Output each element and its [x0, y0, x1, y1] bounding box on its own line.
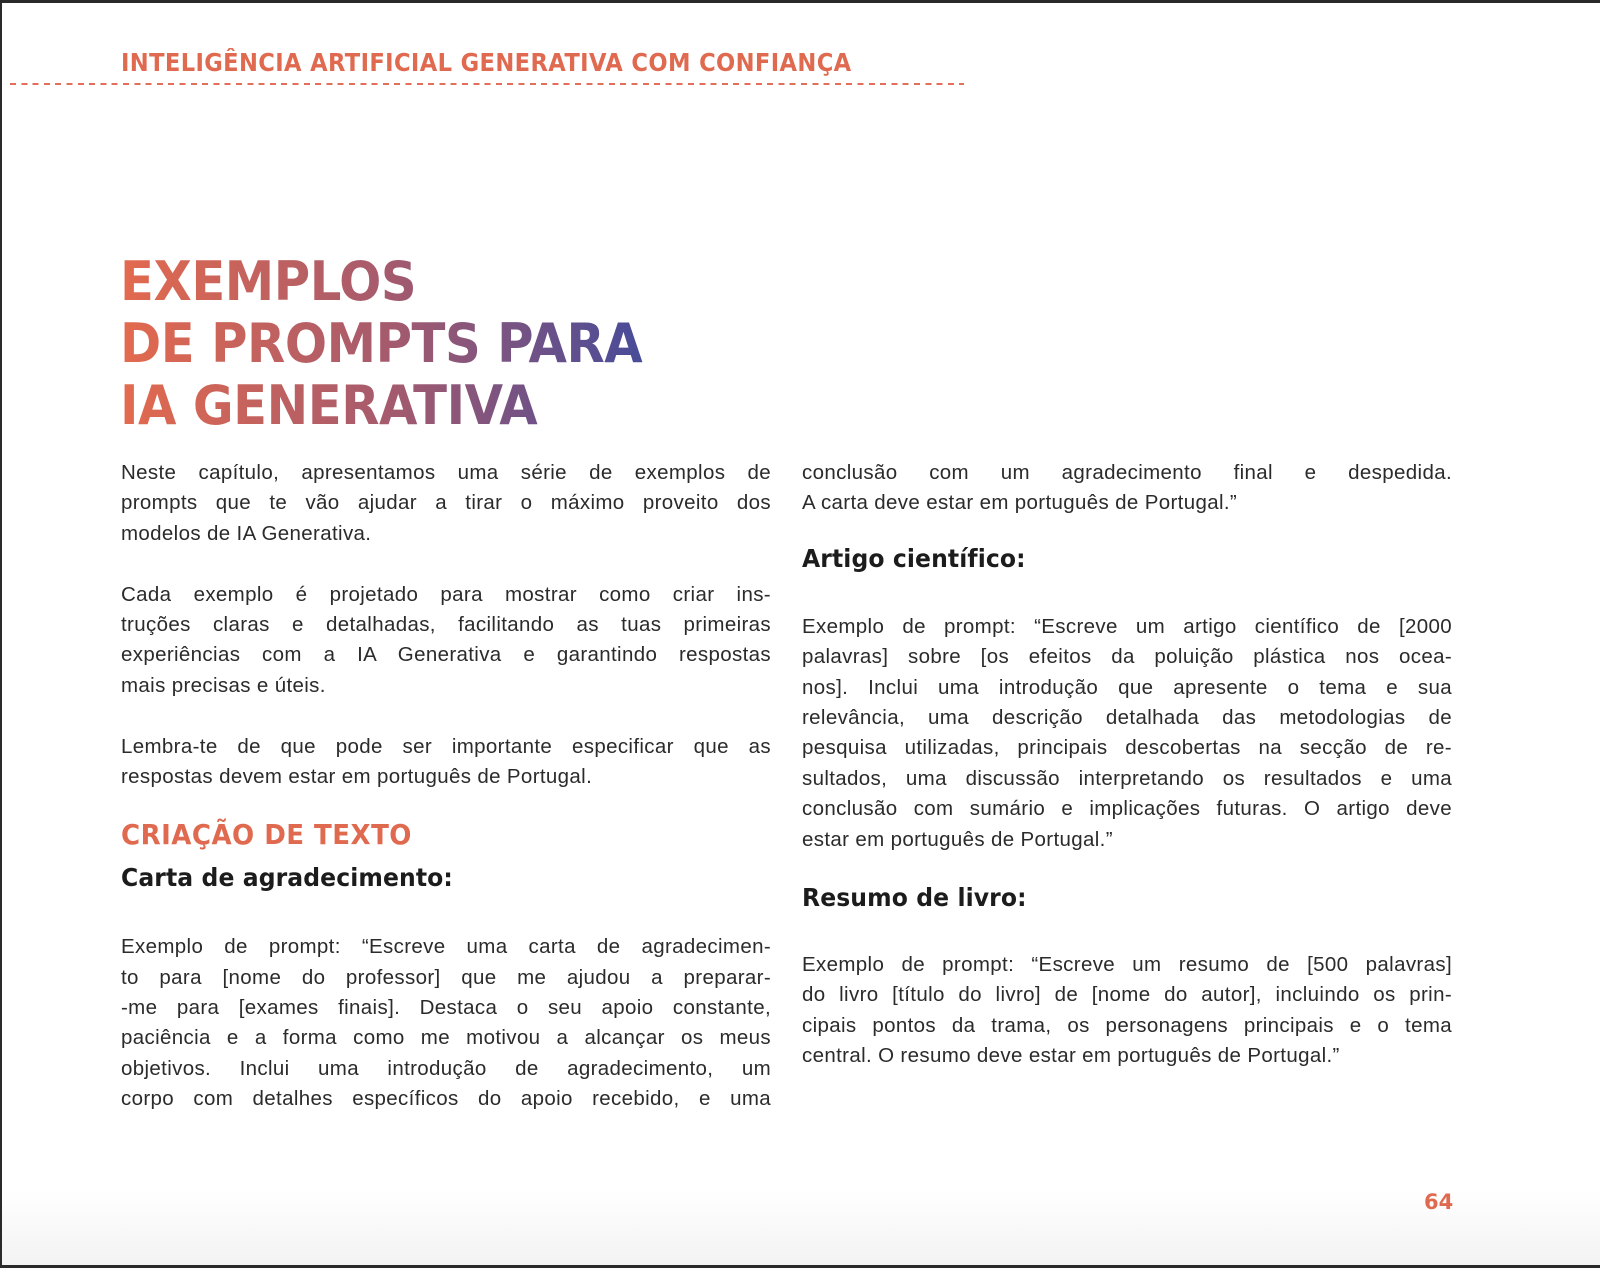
text-line: estar em português de Portugal.” [802, 827, 1113, 851]
example-title-thank-you-letter: Carta de agradecimento: [121, 863, 453, 893]
text-line: modelos de IA Generativa. [121, 521, 372, 545]
example-book-summary-text [802, 950, 1452, 1072]
text-line: paciência e a forma como me motivou a alcançar os meus [121, 1026, 771, 1050]
text-line: pesquisa utilizadas, principais descobertas na secção de re- [802, 736, 1452, 760]
text-line: Exemplo de prompt: “Escreve um artigo científico de [2000 [802, 614, 1452, 638]
text-line: prompts que te vão ajudar a tirar o máximo proveito dos [121, 491, 771, 515]
document-page [2, 3, 1600, 1265]
text-line: central. O resumo deve estar em português de Portugal.” [802, 1044, 1340, 1068]
text-line: sultados, uma discussão interpretando os resultados e uma [802, 766, 1452, 790]
section-heading: CRIAÇÃO DE TEXTO [121, 818, 412, 852]
example-thank-you-letter-text [121, 932, 771, 1114]
text-line: do livro [título do livro] de [nome do autor], incluindo os prin- [802, 983, 1452, 1007]
example-title-scientific-article: Artigo científico: [802, 543, 1026, 573]
running-header: INTELIGÊNCIA ARTIFICIAL GENERATIVA COM CONFIANÇA [121, 48, 852, 77]
example-scientific-article-text [802, 612, 1452, 855]
left-column [121, 458, 771, 1115]
text-line: palavras] sobre [os efeitos da poluição plástica nos ocea- [802, 645, 1452, 669]
page-title [120, 251, 688, 437]
text-line: Exemplo de prompt: “Escreve um resumo de [500 palavras] [802, 952, 1452, 976]
text-line: conclusão com um agradecimento final e despedida. [802, 461, 1452, 484]
text-line: relevância, uma descrição detalhada das metodologias de [802, 705, 1452, 729]
title-line-1: EXEMPLOS [120, 251, 642, 313]
text-line: respostas devem estar em português de Portugal. [121, 764, 593, 788]
text-line: corpo com detalhes específicos do apoio recebido, e uma [121, 1087, 771, 1111]
text-line: Exemplo de prompt: “Escreve uma carta de agradecimen- [121, 935, 771, 959]
example-title-book-summary: Resumo de livro: [802, 882, 1027, 912]
text-line: Cada exemplo é projetado para mostrar como criar ins- [121, 582, 771, 606]
intro-paragraph-2 [121, 580, 771, 702]
text-line: Lembra-te de que pode ser importante especificar que as [121, 734, 771, 758]
text-line: nos]. Inclui uma introdução que apresente o tema e sua [802, 675, 1452, 699]
text-line: A carta deve estar em português de Portugal.” [802, 491, 1238, 515]
title-line-3: IA GENERATIVA [120, 375, 642, 437]
right-column [802, 458, 1452, 1071]
text-line: to para [nome do professor] que me ajudou a preparar- [121, 965, 771, 989]
text-line: objetivos. Inclui uma introdução de agradecimento, um [121, 1056, 771, 1080]
text-line: -me para [exames finais]. Destaca o seu apoio constante, [121, 996, 771, 1020]
text-line: truções claras e detalhadas, facilitando as tuas primeiras [121, 612, 771, 636]
title-line-2: DE PROMPTS PARA [120, 312, 643, 375]
text-line: mais precisas e úteis. [121, 673, 326, 697]
intro-paragraph-3 [121, 732, 771, 793]
text-line: experiências com a IA Generativa e garantindo respostas [121, 643, 771, 667]
page-number: 64 [1424, 1190, 1454, 1214]
dashed-rule [10, 83, 964, 85]
text-line: Neste capítulo, apresentamos uma série de exemplos de [121, 461, 771, 484]
text-line: conclusão com sumário e implicações futuras. O artigo deve [802, 797, 1452, 821]
example-thank-you-letter-continued [802, 458, 1452, 519]
intro-paragraph-1 [121, 458, 771, 549]
text-line: cipais pontos da trama, os personagens principais e o tema [802, 1013, 1452, 1037]
